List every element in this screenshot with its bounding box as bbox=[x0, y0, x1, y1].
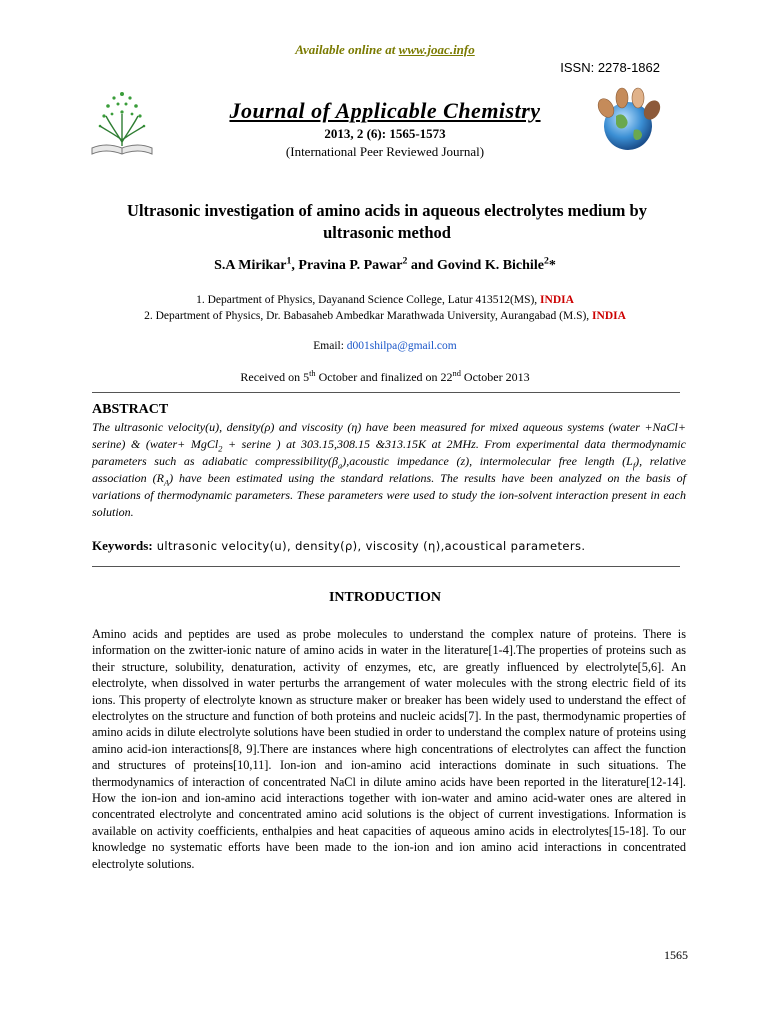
abstract-s5: ) have been estimated using the standard relations. The results have been analyzed on the basis of variations of thermodynamic parameters. These parameters were used to study the ion-solvent interaction present in each solution. bbox=[92, 471, 686, 519]
abstract-heading: ABSTRACT bbox=[92, 402, 169, 417]
email-link[interactable]: d001shilpa@gmail.com bbox=[346, 340, 457, 352]
received-p2: October and finalized on 22 bbox=[315, 370, 453, 384]
email-label: Email: bbox=[313, 340, 347, 352]
author-1-affil: 1 bbox=[286, 255, 292, 267]
available-online bbox=[0, 42, 770, 58]
divider-bottom bbox=[92, 566, 680, 567]
received-line bbox=[0, 370, 770, 385]
page-number: 1565 bbox=[664, 948, 688, 962]
abstract-s2: + serine ) at 303.15,308.15 &313.15K at 2MHz. From experimental data thermodynamic parameters such as adiabatic compressibility(β bbox=[92, 437, 687, 468]
divider-top bbox=[92, 392, 680, 393]
abstract-s3: ),acoustic impedance (z), intermolecular free length (L bbox=[342, 454, 633, 468]
keywords bbox=[92, 538, 686, 554]
globe-hands-logo-icon bbox=[592, 86, 664, 158]
introduction-body: Amino acids and peptides are used as probe molecules to understand the complex nature of proteins. There is information on the zwitter-ionic nature of amino acids in water in the literature[1-4].The properties of proteins such as their structure, solubility, denaturation, activity of enzymes, etc, are greatly influenced by electrolyte[5,6]. An electrolyte, when dissolved in water perturbs the arrangement of water molecules with the strong electric field of its ions. This property of electrolyte known as structure maker or breaker has been widely used to understand the effect of electrolytes on the structure and function of both proteins and nucleic acids[7]. In the past, thermodynamic properties of amino acids in dilute electrolyte solutions have been studied in order to understand the complex nature of proteins using amino acid-ion interactions[8, 9].There are instances where high concentrations of electrolytes can affect the function and structures of proteins[10,11]. Ion-ion and ion-amino acid interactions dominate in such situations. The thermodynamics of interaction of concentrated NaCl in dilute amino acids have been reported in the literature[12-14]. How the ion-ion and ion-amino acid interactions together with ion-water and amino acid-water ones are altered in concentrated electrolyte and concentrated amino acid solutions is the object of current investigations. Information is available on activity coefficients, enthalpies and heat capacities of aqueous amino acids in electrolytes[15-18]. To our knowledge no systematic efforts have been made to the ion-ion and ion amino acid interactions in concentrated electrolyte solutions. bbox=[92, 627, 686, 871]
affiliation-1 bbox=[0, 294, 770, 306]
authors bbox=[0, 255, 770, 274]
abstract-s4: ), relative association (R bbox=[92, 454, 686, 485]
affiliation-1-country: INDIA bbox=[540, 294, 574, 306]
abstract-s1: The ultrasonic velocity(u), density(ρ) and viscosity (η) have been measured for mixed aqueous systems (water +NaCl+ serine) & (water+ MgCl bbox=[92, 420, 686, 451]
affiliation-1-text: 1. Department of Physics, Dayanand Science College, Latur 413512(MS), bbox=[196, 294, 541, 306]
abstract-body bbox=[92, 419, 686, 521]
issn: ISSN: 2278-1862 bbox=[560, 60, 660, 75]
affiliation-2-text: 2. Department of Physics, Dr. Babasaheb Ambedkar Marathwada University, Aurangabad (M.S), bbox=[144, 310, 593, 322]
received-sup1: th bbox=[309, 369, 316, 378]
journal-volume: 2013, 2 (6): 1565-1573 bbox=[324, 126, 446, 141]
abstract-sub3: f bbox=[632, 461, 636, 471]
author-3-affil: 2 bbox=[543, 255, 549, 267]
keywords-text: ultrasonic velocity(u), density(ρ), viscosity (η),acoustical parameters. bbox=[152, 539, 586, 553]
received-p3: October 2013 bbox=[460, 370, 530, 384]
journal-title: Journal of Applicable Chemistry bbox=[229, 98, 541, 123]
author-1: S.A Mirikar bbox=[214, 258, 287, 273]
paper-title: Ultrasonic investigation of amino acids in aqueous electrolytes medium by ultrasonic method bbox=[127, 201, 647, 242]
abstract-sub2: a bbox=[338, 461, 343, 471]
introduction-heading: INTRODUCTION bbox=[328, 590, 441, 605]
received-sup2: nd bbox=[452, 369, 461, 378]
author-3: and Govind K. Bichile bbox=[407, 258, 544, 273]
email-line bbox=[0, 340, 770, 352]
available-prefix: Available online at bbox=[295, 42, 399, 57]
author-2: , Pravina P. Pawar bbox=[291, 258, 403, 273]
journal-type: (International Peer Reviewed Journal) bbox=[285, 144, 485, 159]
corresponding-mark: * bbox=[548, 258, 556, 273]
abstract-sub4: A bbox=[163, 478, 170, 488]
keywords-label: Keywords: bbox=[92, 538, 153, 553]
abstract-sub1: 2 bbox=[218, 444, 223, 454]
received-p1: Received on 5 bbox=[240, 370, 310, 384]
affiliation-2-country: INDIA bbox=[592, 310, 626, 322]
journal-link[interactable]: www.joac.info bbox=[398, 42, 475, 57]
author-2-affil: 2 bbox=[402, 255, 408, 267]
affiliation-2 bbox=[0, 310, 770, 322]
